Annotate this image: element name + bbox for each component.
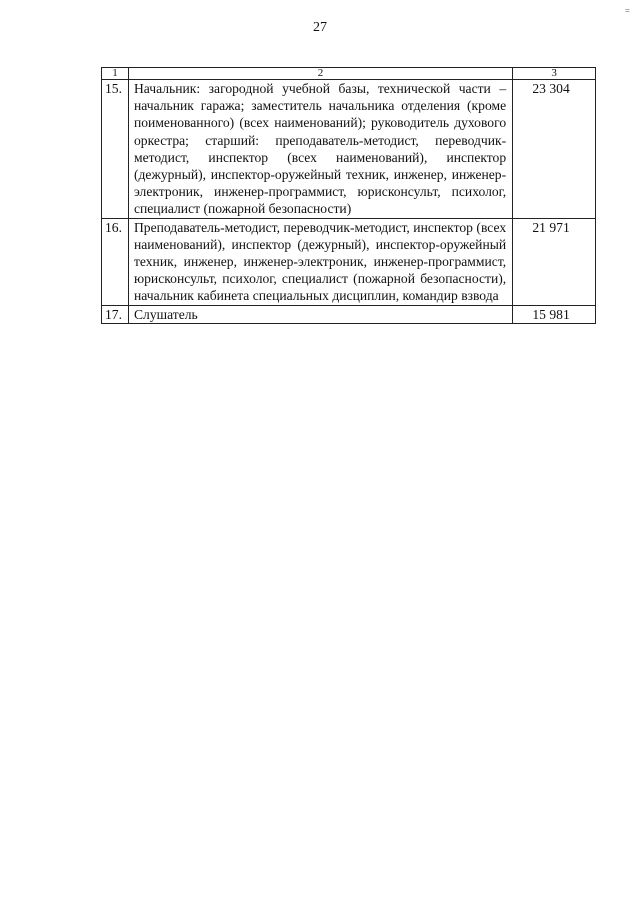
position-title: Преподаватель-методист, переводчик-методист, инспектор (всех наименований), инспектор (дежурный), инспектор-оружейный техник, инженер, инженер-электроник, инженер-программист, юрисконсульт, психолог, специалист (пожарной безопасности), начальник кабинета специальных дисциплин, командир взвода: [128, 218, 512, 305]
salary-table: [101, 67, 596, 324]
salary-value: 15 981: [513, 305, 596, 323]
position-title: Начальник: загородной учебной базы, технической части – начальник гаража; заместитель начальника отделения (кроме поименованного) (всех наименований); руководитель духового оркестра; старший: преподаватель-методист, переводчик-методист, инспектор (всех наименований), инспектор (дежурный), инспектор-оружейный техник, инженер, инженер-электроник, инженер-программист, юрисконсульт, психолог, специалист (пожарной безопасности): [128, 80, 512, 219]
row-number: 17.: [102, 305, 129, 323]
table-row: [102, 80, 596, 219]
salary-value: 21 971: [513, 218, 596, 305]
row-number: 15.: [102, 80, 129, 219]
position-title: Слушатель: [128, 305, 512, 323]
header-col-2: 2: [128, 68, 512, 80]
salary-value: 23 304: [513, 80, 596, 219]
page-number: 27: [313, 20, 327, 35]
header-col-1: 1: [102, 68, 129, 80]
table-row: [102, 218, 596, 305]
row-number: 16.: [102, 218, 129, 305]
table-header-row: [102, 68, 596, 80]
table-row: [102, 305, 596, 323]
corner-mark: =: [624, 6, 630, 16]
header-col-3: 3: [513, 68, 596, 80]
